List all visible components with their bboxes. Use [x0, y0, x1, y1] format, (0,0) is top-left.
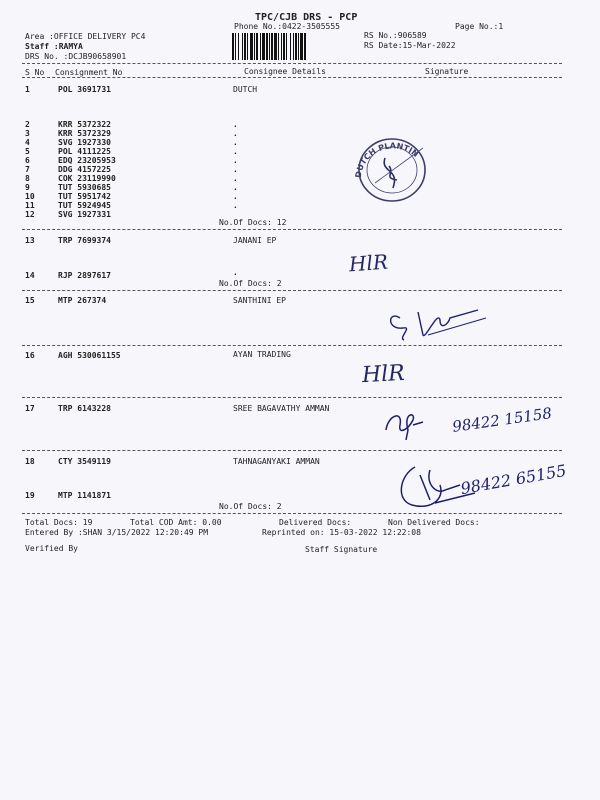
col-consignment: Consignment No: [55, 68, 123, 77]
row-sno: 7: [25, 165, 30, 174]
barcode: [232, 33, 360, 60]
row-consignment: AGH 530061155: [58, 351, 121, 360]
row-sno: 10: [25, 192, 35, 201]
row-consignee: .: [233, 174, 238, 183]
row-consignee: TAHNAGANYAKI AMMAN: [233, 457, 320, 466]
phone-number: Phone No.:0422-3505555: [234, 22, 340, 31]
reprinted-on: Reprinted on: 15-03-2022 12:22:08: [262, 528, 421, 537]
row-sno: 4: [25, 138, 30, 147]
stamp-text: DUTCH PLANTIN: [353, 141, 421, 179]
row-sno: 1: [25, 85, 30, 94]
docs-count: No.Of Docs: 12: [219, 218, 287, 227]
verified-by: Verified By: [25, 544, 78, 553]
col-signature: Signature: [425, 67, 469, 76]
rs-date: RS Date:15-Mar-2022: [364, 41, 456, 50]
row-consignee: .: [233, 268, 238, 277]
row-consignee: .: [233, 201, 238, 210]
row-sno: 13: [25, 236, 35, 245]
delivered-docs: Delivered Docs:: [279, 518, 352, 527]
row-consignee: .: [233, 192, 238, 201]
total-docs: Total Docs: 19: [25, 518, 93, 527]
row-consignment: MTP 267374: [58, 296, 107, 305]
row-sno: 14: [25, 271, 35, 280]
row-consignee: .: [233, 138, 238, 147]
svg-text:DUTCH PLANTIN: [354, 141, 420, 178]
non-delivered-docs: Non Delivered Docs:: [388, 518, 480, 527]
row-sno: 6: [25, 156, 30, 165]
staff-label: Staff :RAMYA: [25, 42, 83, 51]
col-sno: S No: [25, 68, 45, 77]
row-sno: 2: [25, 120, 30, 129]
row-consignment: SVG 1927331: [58, 210, 111, 219]
entered-by: Entered By :SHAN 3/15/2022 12:20:49 PM: [25, 528, 209, 537]
row-consignment: RJP 2897617: [58, 271, 111, 280]
row-consignment: KRR 5372322: [58, 120, 111, 129]
row-consignee: .: [233, 129, 238, 138]
signature-row-15: [368, 290, 498, 350]
page-number: Page No.:1: [455, 22, 504, 31]
row-consignment: TUT 5951742: [58, 192, 111, 201]
row-consignment: TRP 6143228: [58, 404, 111, 413]
handwritten-phone: 98422 65155: [459, 460, 568, 499]
row-consignee: .: [233, 165, 238, 174]
signature-row-17: [378, 400, 458, 445]
row-sno: 8: [25, 174, 30, 183]
row-consignee: .: [233, 156, 238, 165]
row-consignment: TRP 7699374: [58, 236, 111, 245]
row-consignee: DUTCH: [233, 85, 258, 94]
row-sno: 19: [25, 491, 35, 500]
total-cod: Total COD Amt: 0.00: [130, 518, 222, 527]
row-sno: 18: [25, 457, 35, 466]
row-consignee: JANANI EP: [233, 236, 277, 245]
row-consignee: .: [233, 147, 238, 156]
company-stamp: [345, 128, 445, 203]
docs-count: No.Of Docs: 2: [219, 502, 282, 511]
row-consignment: SVG 1927330: [58, 138, 111, 147]
row-consignment: POL 3691731: [58, 85, 111, 94]
row-sno: 9: [25, 183, 30, 192]
row-sno: 12: [25, 210, 35, 219]
col-consignee: Consignee Details: [244, 67, 326, 76]
row-consignee: AYAN TRADING: [233, 350, 291, 359]
row-consignment: TUT 5924945: [58, 201, 111, 210]
row-consignment: POL 4111225: [58, 147, 111, 156]
docs-count: No.Of Docs: 2: [219, 279, 282, 288]
area-label: Area :OFFICE DELIVERY PC4: [25, 32, 146, 41]
document-title: TPC/CJB DRS - PCP: [255, 12, 358, 23]
row-consignment: CTY 3549119: [58, 457, 111, 466]
staff-signature-label: Staff Signature: [305, 545, 378, 554]
row-consignment: EDQ 23205953: [58, 156, 116, 165]
drs-number: DRS No. :DCJB90658901: [25, 52, 127, 61]
row-sno: 5: [25, 147, 30, 156]
row-sno: 3: [25, 129, 30, 138]
row-consignee: .: [233, 183, 238, 192]
row-consignee: .: [233, 120, 238, 129]
row-consignment: DDG 4157225: [58, 165, 111, 174]
row-consignment: KRR 5372329: [58, 129, 111, 138]
handwritten-phone: 98422 15158: [451, 404, 553, 436]
row-consignee: SREE BAGAVATHY AMMAN: [233, 404, 330, 413]
row-sno: 11: [25, 201, 35, 210]
row-sno: 15: [25, 296, 35, 305]
rs-number: RS No.:906589: [364, 31, 427, 40]
row-sno: 17: [25, 404, 35, 413]
row-sno: 16: [25, 351, 35, 360]
row-consignment: TUT 5930685: [58, 183, 111, 192]
row-consignment: COK 23119990: [58, 174, 116, 183]
row-consignment: MTP 1141871: [58, 491, 111, 500]
handwritten-hlr: HlR: [348, 249, 389, 277]
handwritten-hlr: HlR: [361, 360, 406, 389]
row-consignee: SANTHINI EP: [233, 296, 286, 305]
